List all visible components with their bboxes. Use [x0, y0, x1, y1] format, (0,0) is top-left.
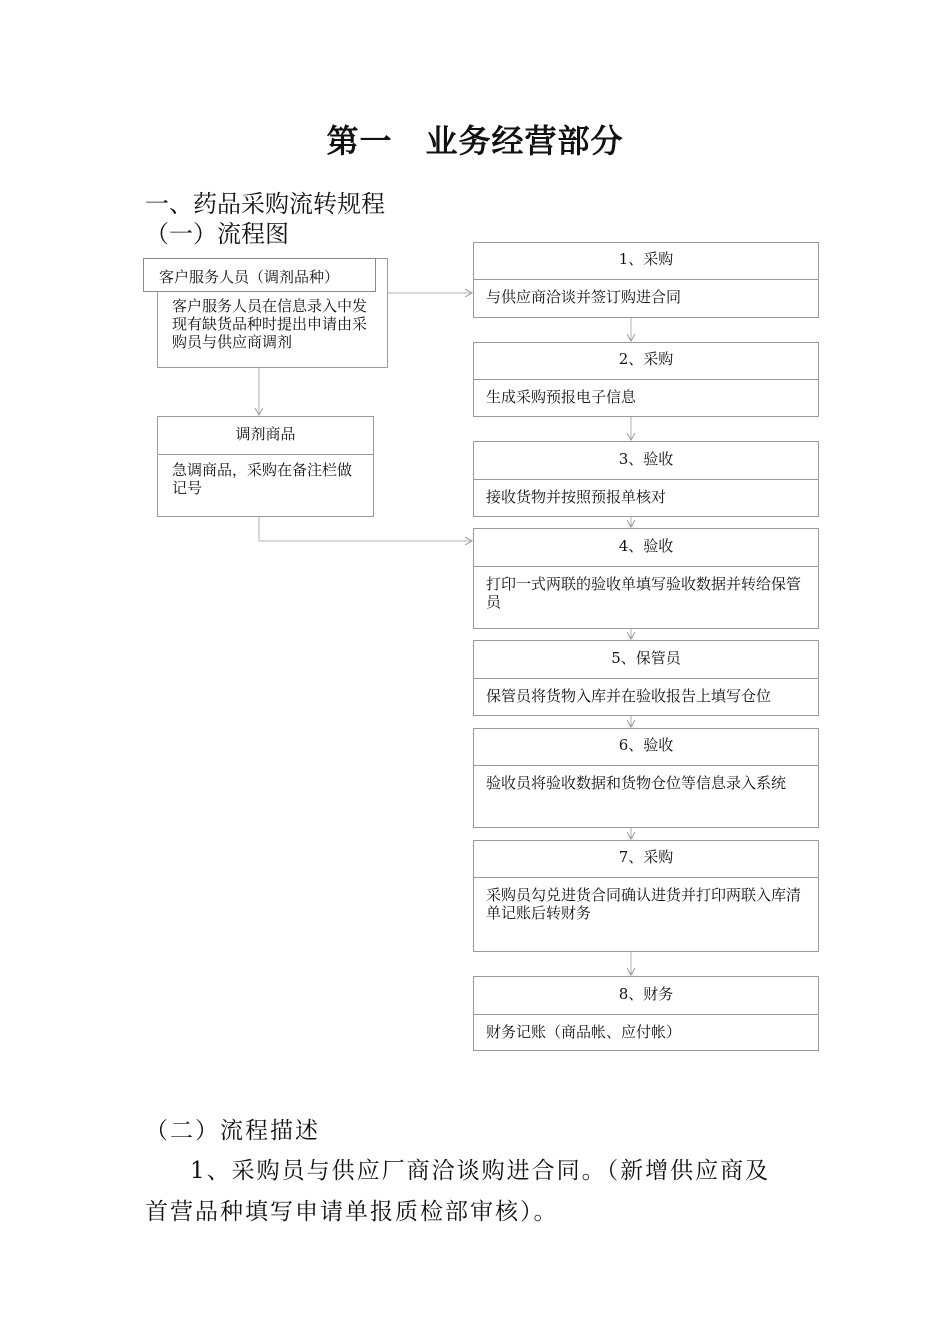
flow-node-header: 客户服务人员（调剂品种） — [159, 268, 340, 286]
flow-step-1-purchase — [473, 242, 819, 318]
flow-step-body: 与供应商洽谈并签订购进合同 — [486, 288, 682, 306]
flow-node-adjust-goods — [157, 416, 374, 517]
flow-step-header: 4、验收 — [474, 529, 818, 567]
flow-step-body: 财务记账（商品帐、应付帐） — [486, 1023, 682, 1041]
flow-step-header: 5、保管员 — [474, 641, 818, 679]
flow-step-body: 保管员将货物入库并在验收报告上填写仓位 — [486, 687, 772, 705]
paragraph-line-2: 首营品种填写申请单报质检部审核）。 — [145, 1199, 559, 1225]
section-heading: 一、药品采购流转规程 — [145, 190, 385, 218]
flow-step-body: 采购员勾兑进货合同确认进货并打印两联入库清单记账后转财务 — [486, 886, 802, 922]
subsection-flowchart-heading: （一）流程图 — [145, 220, 289, 248]
flow-step-body: 打印一式两联的验收单填写验收数据并转给保管员 — [486, 575, 802, 611]
document-title: 第一 业务经营部分 — [326, 122, 624, 160]
flow-node-customer-service-header — [143, 258, 376, 292]
flow-step-2-purchase — [473, 342, 819, 417]
flow-step-header: 3、验收 — [474, 442, 818, 480]
flow-node-body: 客户服务人员在信息录入中发现有缺货品种时提出申请由采购员与供应商调剂 — [172, 297, 368, 351]
flow-step-header: 6、验收 — [474, 729, 818, 766]
flow-step-header: 1、采购 — [474, 243, 818, 280]
flow-step-8-finance — [473, 976, 819, 1051]
flow-step-7-purchase — [473, 840, 819, 952]
flow-step-body: 验收员将验收数据和货物仓位等信息录入系统 — [486, 774, 787, 792]
flow-step-3-inspect — [473, 441, 819, 517]
flow-step-body: 生成采购预报电子信息 — [486, 388, 637, 406]
flow-node-body: 急调商品，采购在备注栏做记号 — [172, 461, 353, 497]
flow-step-body: 接收货物并按照预报单核对 — [486, 488, 667, 506]
flow-step-header: 7、采购 — [474, 841, 818, 878]
flow-step-6-inspect — [473, 728, 819, 828]
flow-step-header: 8、财务 — [474, 977, 818, 1015]
connector-adjust-to-step4 — [259, 517, 472, 541]
flow-step-5-keeper — [473, 640, 819, 716]
subsection-description-heading: （二）流程描述 — [145, 1118, 320, 1144]
flow-step-4-inspect — [473, 528, 819, 629]
flow-node-header: 调剂商品 — [158, 417, 373, 455]
paragraph-line-1: 1、采购员与供应厂商洽谈购进合同。（新增供应商及 — [190, 1158, 771, 1184]
flow-step-header: 2、采购 — [474, 343, 818, 380]
